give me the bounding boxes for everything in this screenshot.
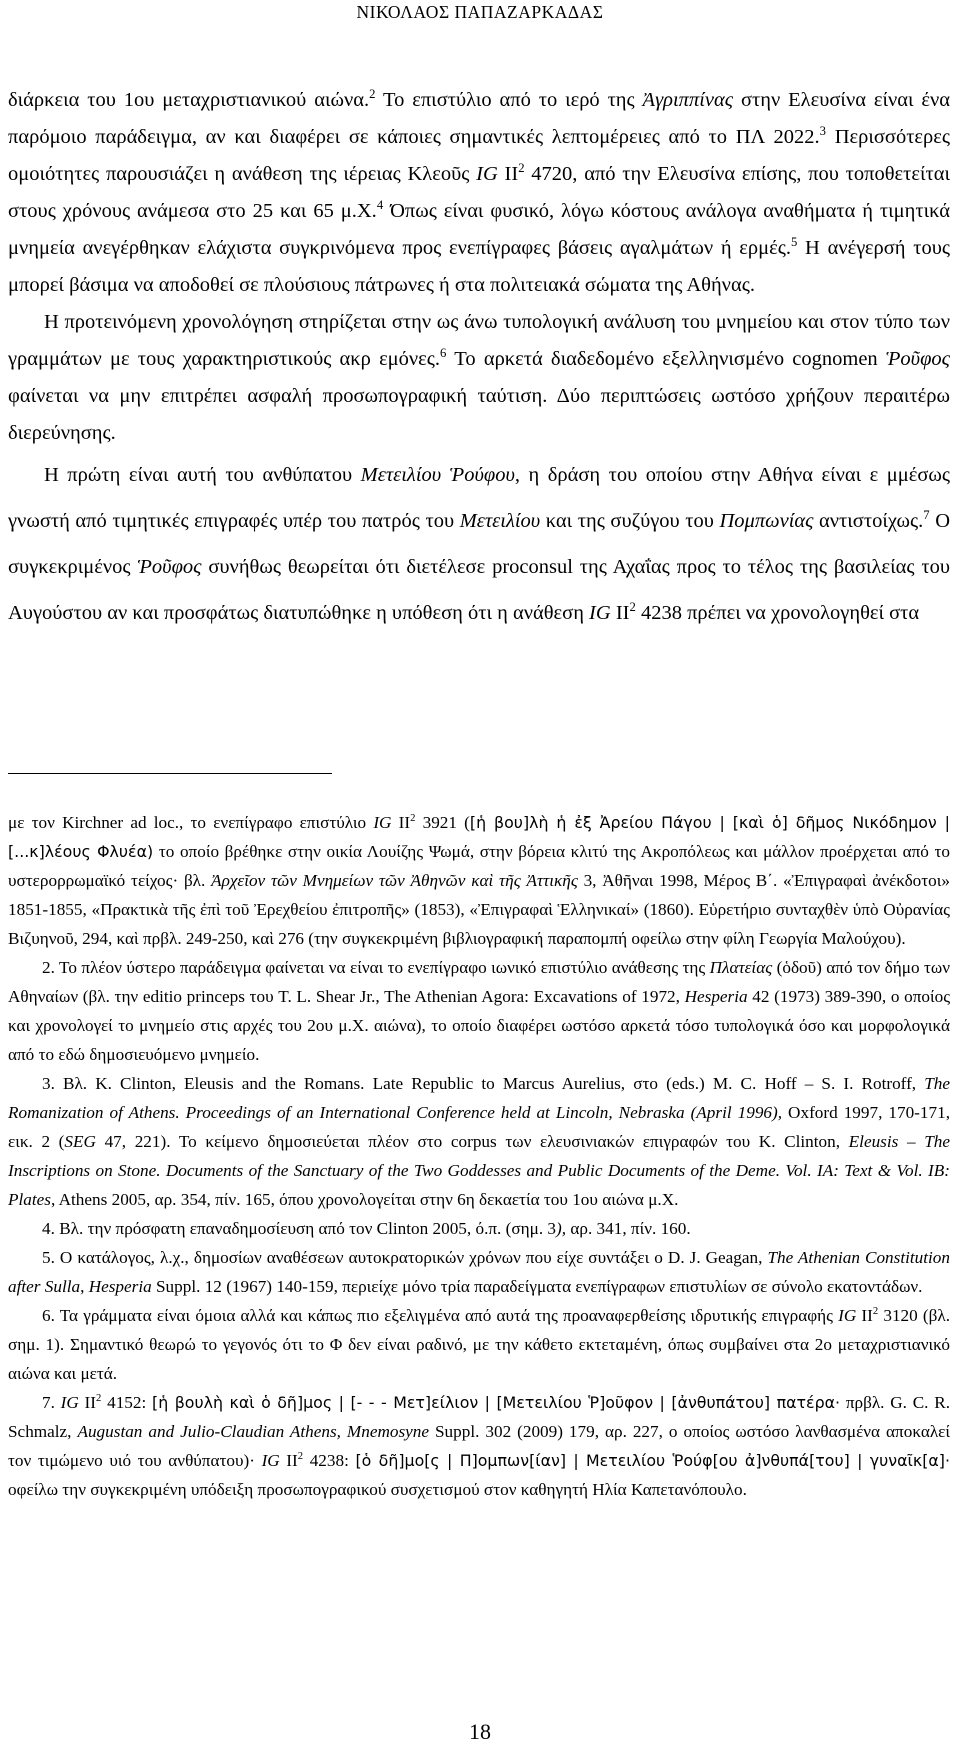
text-run: Ο συγκεκριμένος bbox=[8, 510, 950, 578]
text-run: II bbox=[391, 813, 411, 832]
text-run: 4238 πρέπει να χρονολογηθεί στα bbox=[635, 602, 920, 624]
text-run: Όπως είναι φυσικό, λόγω κόστους ανάλογα αναθήματα ή τιμητικά μνημεία ανεγέρθηκαν ελάχιστα συγκρινόμενα προς ενεπίγραφες βάσεις αγαλμάτων ή ερμές. bbox=[8, 200, 950, 259]
footnote-3 bbox=[8, 1069, 950, 1214]
text-run: Η προτεινόμενη χρονολόγηση στηρίζεται στην ως άνω τυπολογική ανάλυση του μνημείου και στον τύπο των γραμμάτων με τους χαρακτηριστικούς ακρ εμόνες. bbox=[8, 311, 950, 370]
text-run: 4. Βλ. την πρόσφατη επαναδημοσίευση από τον Clinton 2005, ό.π. (σημ. 3 bbox=[42, 1219, 557, 1238]
text-run: στην Ελευσίνα είναι ένα παρόμοιο παράδειγμα, αν και διαφέρει σε κάποιες σημαντικές λεπτομέρειες από το ΠΛ 2022. bbox=[8, 89, 951, 148]
text-run: συνήθως θεωρείται ότι διετέλεσε proconsul της Αχαΐας προς το τέλος της βασιλείας του Αυγούστου αν και προσφάτως διατυπώθηκε η υπόθεση ότι η ανάθεση bbox=[8, 556, 950, 624]
text-run: Το αρκετά διαδεδομένο εξελληνισμένο cognomen bbox=[446, 348, 886, 370]
text-run: II bbox=[497, 163, 519, 185]
text-run: 4152: bbox=[101, 1393, 153, 1412]
text-run: II bbox=[856, 1306, 873, 1325]
main-text bbox=[8, 82, 950, 636]
ig-abbrev: IG bbox=[838, 1306, 857, 1325]
edition-sup: 2 bbox=[410, 813, 416, 825]
italic-name: Μετειλίου bbox=[459, 510, 541, 532]
running-title: ΝΙΚΟΛΑΟΣ ΠΑΠΑΖΑΡΚΑΔΑΣ bbox=[356, 2, 604, 22]
italic-name: Πομπωνίας bbox=[719, 510, 814, 532]
text-run: οφείλω την συγκεκριμένη υπόδειξη προσωπογραφικού συσχετισμού στον καθηγητή Ηλία Καπετανόπουλο. bbox=[8, 1480, 747, 1499]
text-run: Περισσότερες ομοιότητες παρουσιάζει η ανάθεση της ιέρειας Κλεοῦς bbox=[8, 126, 950, 185]
text-run: 6. Τα γράμματα είναι όμοια αλλά και κάπως πιο εξελιγμένα από αυτά της προαναφερθείσης ιδρυτικής επιγραφής bbox=[42, 1306, 839, 1325]
text-run: διάρκεια του 1ου μεταχριστιανικού αιώνα. bbox=[8, 89, 370, 111]
text-run: 5. Ο κατάλογος, λ.χ., δημοσίων αναθέσεων αυτοκρατορικών χρόνων που είχε συντάξει ο D. J. Geagan, bbox=[42, 1248, 768, 1267]
paragraph-3 bbox=[8, 452, 950, 636]
text-run: II bbox=[78, 1393, 97, 1412]
italic-name: Ἀγριππίνας bbox=[642, 89, 734, 111]
footnote-separator bbox=[8, 773, 332, 774]
paragraph-1 bbox=[8, 82, 950, 304]
footnote-ref-4: 4 bbox=[376, 197, 384, 212]
italic-title: Ἀρχεῖον τῶν Μνημείων τῶν Ἀθηνῶν καὶ τῆς Ἀττικῆς bbox=[211, 871, 578, 890]
text-run: 42 (1973) 389-390, ο οποίος και χρονολογεί το μνημείο στις αρχές του 2ου μ.Χ. αιώνα), το οποίο διαφέρει ωστόσο αρκετά τόσο τυπολογικά όσο και μορφολογικά από το εδώ δημοσιευόμενο μνημείο. bbox=[8, 987, 950, 1064]
text-run: II bbox=[279, 1451, 298, 1470]
footnote-ref-2: 2 bbox=[369, 86, 376, 101]
footnote-ref-3: 3 bbox=[819, 123, 827, 138]
italic-name: Ῥοῦφος bbox=[885, 348, 950, 370]
text-run: 7. bbox=[42, 1393, 61, 1412]
italic-title: Augustan and Julio-Claudian Athens, Mnemosyne bbox=[77, 1422, 430, 1441]
epigraphic-text: [ἡ βου]λὴ ἡ ἐξ Ἀρείου Πάγου | [καὶ ὁ] δῆμος Νικόδημον | [...κ]λέους Φλυέα) bbox=[8, 813, 951, 861]
text-run: 2. Το πλέον ύστερο παράδειγμα φαίνεται να είναι το ενεπίγραφο ιωνικό επιστύλιο ανάθεσης της bbox=[42, 958, 710, 977]
text-run: Suppl. 12 (1967) 140-159, περιείχε μόνο τρία παραδείγματα ενεπίγραφων επιστυλίων σε σύνολο εκατοντάδων. bbox=[151, 1277, 923, 1296]
text-run: φαίνεται να μην επιτρέπει ασφαλή προσωπογραφική ταύτιση. Δύο περιπτώσεις ωστόσο χρήζουν περαιτέρω διερεύνησης. bbox=[8, 385, 950, 444]
italic-title: The Romanization of Athens. Proceedings of an International Conference held at Lincoln, Nebraska (April 1996), bbox=[8, 1074, 950, 1122]
epigraphic-text: [ἡ βουλὴ καὶ ὁ δῆ]μος | [- - - Μετ]είλιον | [Μετειλίου Ῥ]οῦφον | [ἀνθυπάτου] πατέρα· bbox=[152, 1393, 841, 1412]
text-run: το οποίο βρέθηκε στην οικία Λουίζης Ψωμά, στην βόρεια κλιτύ της Ακροπόλεως και μάλλον προέρχεται από το υστερορρωμαϊκό τείχος· βλ. bbox=[8, 842, 951, 890]
text-run: 3. Βλ. K. Clinton, Eleusis and the Romans. Late Republic to Marcus Aurelius, στο (eds.) M. C. Hoff – S. I. Rotroff, bbox=[42, 1074, 925, 1093]
footnote-2 bbox=[8, 953, 950, 1069]
italic-title: Hesperia bbox=[88, 1277, 152, 1296]
text-run: Η ανέγερσή τους μπορεί βάσιμα να αποδοθεί σε πλούσιους πάτρωνες ή στα πολιτειακά σώματα της Αθήνας. bbox=[8, 237, 951, 296]
footnote-ref-5: 5 bbox=[790, 234, 798, 249]
text-run: αρ. 341, πίν. 160. bbox=[566, 1219, 691, 1238]
ig-abbrev: IG bbox=[476, 163, 498, 185]
italic-text: ), bbox=[556, 1219, 567, 1238]
ig-abbrev: IG bbox=[261, 1451, 280, 1470]
footnote-ref-6: 6 bbox=[440, 345, 447, 360]
italic-name: Μετειλίου Ῥούφου bbox=[360, 464, 515, 486]
footnote-6 bbox=[8, 1301, 950, 1388]
text-run: , bbox=[80, 1277, 89, 1296]
footnote-ref-7: 7 bbox=[923, 507, 930, 522]
ig-abbrev: IG bbox=[373, 813, 392, 832]
paragraph-2 bbox=[8, 304, 950, 452]
text-run: 4238: bbox=[303, 1451, 356, 1470]
text-run: 3120 (βλ. σημ. 1). Σημαντικό θεωρώ το γεγονός ότι το Φ δεν είναι ραδινό, με την κάθετο εκτεταμένη, όπως συμβαίνει στα 2ο μεταχριστιανικό αιώνα και μετά. bbox=[8, 1306, 950, 1383]
edition-sup: 2 bbox=[96, 1393, 102, 1405]
italic-name: Ῥοῦφος bbox=[137, 556, 202, 578]
text-run: Το επιστύλιο από το ιερό της bbox=[375, 89, 643, 111]
footnote-1-continued bbox=[8, 808, 950, 953]
text-run: 3, Ἀθῆναι 1998, Μέρος Β΄. «Ἐπιγραφαὶ ἀνέκδοτοι» 1851-1855, «Πρακτικὰ τῆς ἐπὶ τοῦ Ἐρεχθείου ἐπιτροπῆς» (1853), «Ἐπιγραφαὶ Ἑλληνικαί» (1860). Εὑρετήριο συνταχθὲν ὑπὸ Οὐρανίας Βιζυηνοῦ, 294, καὶ πρβλ. 249-250, καὶ 276 (την συγκεκριμένη βιβλιογραφική παραπομπή οφείλω στην φίλη Γεωργία Μαλούχου). bbox=[8, 871, 950, 948]
ig-abbrev: IG bbox=[60, 1393, 79, 1412]
text-run: και της συζύγου του bbox=[540, 510, 720, 532]
text-run: Oxford 1997, 170-171, εικ. 2 ( bbox=[8, 1103, 950, 1151]
text-run: , η δράση του οποίου στην Αθήνα είναι ε μμέσως γνωστή από τιμητικές επιγραφές υπέρ του πατρός του bbox=[8, 464, 950, 532]
footnotes bbox=[8, 808, 950, 1504]
footnote-5 bbox=[8, 1243, 950, 1301]
footnote-4 bbox=[8, 1214, 950, 1243]
text-run: αντιστοίχως. bbox=[813, 510, 924, 532]
edition-sup: 2 bbox=[872, 1306, 879, 1318]
text-run: πρβλ. G. C. R. Schmalz, bbox=[8, 1393, 950, 1441]
text-run: 4720, από την Ελευσίνα επίσης, που τοποθετείται στους χρόνους ανάμεσα στο 25 και 65 μ.Χ. bbox=[8, 163, 950, 222]
page-number: 18 bbox=[469, 1719, 491, 1744]
edition-sup: 2 bbox=[297, 1451, 304, 1463]
text-run: 47, 221). Το κείμενο δημοσιεύεται πλέον στο corpus των ελευσινιακών επιγραφών του K. Clinton, bbox=[95, 1132, 849, 1151]
text-run: 3921 ( bbox=[415, 813, 470, 832]
text-run: Suppl. 302 (2009) 179, αρ. 227, ο οποίος ωστόσο λανθασμένα αποκαλεί τον τιμώμενο υιό του ανθύπατου)· bbox=[8, 1422, 951, 1470]
text-run: (ὁδοῦ) από τον δήμο των Αθηναίων (βλ. την editio princeps του T. L. Shear Jr., The Athenian Agora: Excavations of 1972, bbox=[8, 958, 950, 1006]
italic-title: Hesperia bbox=[684, 987, 748, 1006]
text-run: με τον Kirchner ad loc., το ενεπίγραφο επιστύλιο bbox=[8, 813, 374, 832]
text-run: Η πρώτη είναι αυτή του ανθύπατου bbox=[44, 464, 361, 486]
italic-name: Πλατείας bbox=[709, 958, 773, 977]
text-run: II bbox=[610, 602, 630, 624]
edition-sup: 2 bbox=[629, 599, 636, 614]
epigraphic-text: [ὁ δῆ]μο[ς | Π]ομπων[ίαν] | Μετειλίου Ῥούφ[ου ἀ]νθυπά[του] | γυναῖκ[α]· bbox=[355, 1451, 951, 1470]
ig-abbrev: IG bbox=[589, 602, 611, 624]
italic-title: The Athenian Constitution after Sulla bbox=[8, 1248, 950, 1296]
footnote-7 bbox=[8, 1388, 950, 1504]
seg-abbrev: SEG bbox=[64, 1132, 96, 1151]
italic-title: Eleusis – The Inscriptions on Stone. Documents of the Sanctuary of the Two Goddesses and Public Documents of the Deme. Vol. IA: Text & Vol. IB: Plates bbox=[8, 1132, 950, 1209]
edition-sup: 2 bbox=[518, 160, 525, 175]
text-run: , Athens 2005, αρ. 354, πίν. 165, όπου χρονολογείται στην 6η δεκαετία του 1ου αιώνα μ.Χ. bbox=[50, 1190, 679, 1209]
